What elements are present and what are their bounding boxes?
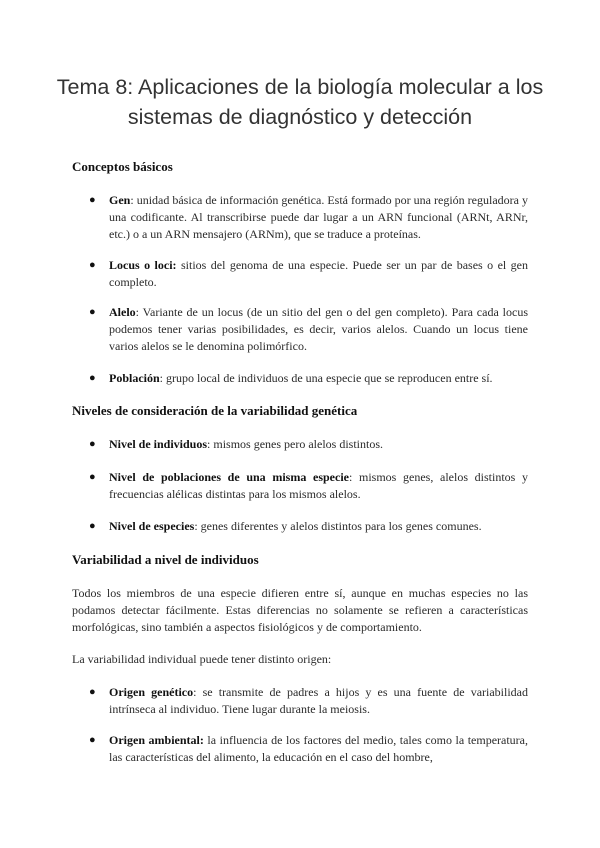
term-label: Población: [109, 371, 160, 385]
list-item-nivel-especies: [89, 518, 528, 535]
term-text: : se transmite de padres a hijos y es una fuente de variabilidad intrínseca al individuo. Tiene lugar durante la meiosis.: [109, 685, 529, 716]
section-heading-conceptos: Conceptos básicos: [72, 159, 173, 174]
bullet-icon: ●: [89, 438, 96, 450]
bullet-icon: ●: [89, 259, 96, 271]
bullet-icon: ●: [89, 372, 96, 384]
section-heading-variabilidad: Variabilidad a nivel de individuos: [72, 552, 259, 567]
list-item-nivel-poblaciones: [89, 469, 528, 503]
list-item-alelo: [89, 304, 528, 355]
term-text: sitios del genoma de una especie. Puede ser un par de bases o el gen completo.: [109, 258, 528, 289]
term-text: : mismos genes pero alelos distintos.: [207, 437, 384, 451]
section-heading-niveles: Niveles de consideración de la variabilidad genética: [72, 403, 358, 418]
term-label: Origen ambiental:: [109, 733, 204, 747]
term-label: Gen: [109, 193, 131, 207]
list-item-origen-genetico: [89, 684, 529, 718]
list-item-poblacion: [89, 370, 528, 387]
bullet-icon: ●: [89, 734, 96, 746]
paragraph-variabilidad-2: La variabilidad individual puede tener distinto origen:: [72, 652, 332, 666]
term-text: : genes diferentes y alelos distintos para los genes comunes.: [194, 519, 482, 533]
term-text: : Variante de un locus (de un sitio del gen o del gen completo). Para cada locus podemos tener varias posibilidades, es decir, varios alelos. Cuando un locus tiene varios alelos se le denomina polimórfico.: [109, 305, 528, 353]
bullet-icon: ●: [89, 471, 96, 483]
bullet-icon: ●: [89, 194, 96, 206]
bullet-icon: ●: [89, 686, 96, 698]
list-item-gen: [89, 192, 528, 243]
page-title: [40, 72, 560, 132]
term-label: Origen genético: [109, 685, 194, 699]
paragraph-variabilidad-1: Todos los miembros de una especie difieren entre sí, aunque en muchas especies no las podamos detectar fácilmente. Estas diferencias no solamente se refieren a características morfológicas, sino también a aspectos fisiológicos y de comportamiento.: [72, 586, 528, 634]
title-line-1: Tema 8: Aplicaciones de la biología molecular a los: [56, 75, 544, 99]
term-label: Alelo: [109, 305, 136, 319]
term-label: Locus o loci:: [109, 258, 177, 272]
term-text: : grupo local de individuos de una especie que se reproducen entre sí.: [159, 371, 493, 385]
title-line-2: sistemas de diagnóstico y detección: [127, 105, 473, 129]
bullet-icon: ●: [89, 520, 96, 532]
term-label: Nivel de poblaciones de una misma especie: [109, 470, 349, 484]
list-item-locus: [89, 257, 528, 291]
term-label: Nivel de especies: [109, 519, 195, 533]
term-text: : unidad básica de información genética. Está formado por una región reguladora y una codificante. Al transcribirse puede dar lugar a un ARN funcional (ARNt, ARNr, etc.) o a un ARN mensajero (ARNm), que se traduce a proteínas.: [109, 193, 528, 241]
list-item-origen-ambiental: [89, 732, 528, 766]
term-text: : mismos genes, alelos distintos y frecuencias alélicas distintas para los mismos alelos.: [109, 470, 528, 501]
bullet-icon: ●: [89, 306, 96, 318]
list-item-nivel-individuos: [89, 436, 528, 453]
term-text: la influencia de los factores del medio, tales como la temperatura, las características del alimento, la educación en el caso del hombre,: [109, 733, 528, 764]
term-label: Nivel de individuos: [109, 437, 208, 451]
